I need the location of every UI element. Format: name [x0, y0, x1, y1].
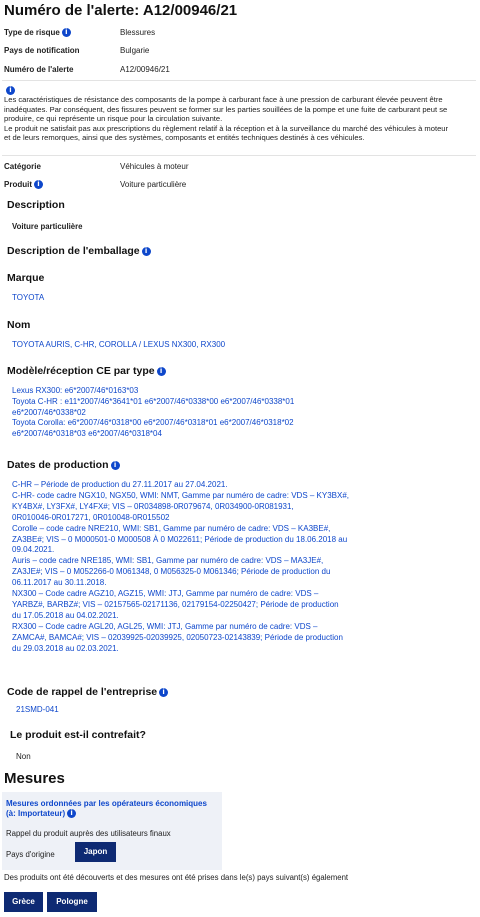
risk-description-line: Le produit ne satisfait pas aux prescriptions du règlement relatif à la réception et à la surveillance du marché des véhicules à moteur	[4, 123, 449, 133]
name-heading: Nom	[7, 319, 31, 331]
found-countries-text: Des produits ont été découverts et des mesures ont été prises dans le(s) pays suivant(s) également	[4, 873, 349, 882]
origin-label: Pays d'origine	[6, 850, 55, 859]
production-line: KY4BX#, LY3FX#, LY4FX#; VIS – 0R034898-0R079674, 0R034900-0R081931,	[12, 501, 294, 511]
type-approval-line: e6*2007/46*0318*03 e6*2007/46*0318*04	[12, 429, 162, 439]
info-icon[interactable]: i	[6, 86, 15, 95]
measures-title: Mesures	[4, 770, 65, 787]
divider	[2, 155, 476, 156]
production-line: du 17.05.2018 au 04.02.2021.	[12, 610, 119, 620]
production-line: YARBZ#, BARBZ#; VIS – 02157565-02171136, 02179154-02250427; Période de production	[12, 599, 339, 609]
summary-value: A12/00946/21	[120, 65, 170, 74]
production-line: RX300 – Code cadre AGL20, AGL25, WMI: JTJ, Gamme par numéro de cadre: VDS –	[12, 621, 318, 631]
page-title: Numéro de l'alerte: A12/00946/21	[4, 2, 238, 19]
summary-key: Pays de notification	[4, 46, 80, 55]
risk-description-line: et de leurs remorques, ainsi que des systèmes, composants et entités techniques destinés à ces véhicules.	[4, 133, 365, 143]
production-line: 06.11.2017 au 30.11.2018.	[12, 578, 107, 588]
info-icon[interactable]: i	[62, 28, 71, 37]
production-line: du 29.03.2018 au 02.03.2021.	[12, 643, 119, 653]
production-line: 0R010046-0R017271, 0R010048-0R015502	[12, 512, 170, 522]
measures-action: Rappel du produit auprès des utilisateurs finaux	[6, 829, 171, 838]
type-approval-line: Toyota C-HR : e11*2007/46*3641*01 e6*2007/46*0338*00 e6*2007/46*0338*01	[12, 396, 295, 406]
country-button-poland[interactable]: Pologne	[47, 892, 97, 912]
production-dates-heading: Dates de production i	[7, 459, 120, 471]
measures-panel-title	[6, 799, 207, 819]
summary-key: Type de risque i	[4, 28, 71, 37]
description-heading: Description	[7, 199, 65, 211]
product-value: Voiture particulière	[120, 180, 187, 189]
counterfeit-heading: Le produit est-il contrefait?	[10, 729, 146, 741]
production-line: Corolle – code cadre NRE210, WMI: SB1, Gamme par numéro de cadre: VDS – KA3BE#,	[12, 523, 331, 533]
type-approval-line: Toyota Corolla: e6*2007/46*0318*00 e6*2007/46*0318*01 e6*2007/46*0318*02	[12, 418, 294, 428]
production-line: ZAMCA#, BAMCA#; VIS – 02039925-02039925, 02050723-02143839; Période de production	[12, 632, 343, 642]
risk-description-line: inadéquates. Par conséquent, des fissures peuvent se former sur les parties souillées de la pompe et une fuite de carburant peut se	[4, 104, 448, 114]
info-icon[interactable]: i	[142, 247, 151, 256]
production-line: C-HR- code cadre NGX10, NGX50, WMI: NMT, Gamme par numéro de cadre: VDS – KY3BX#,	[12, 490, 350, 500]
description-value: Voiture particulière	[12, 222, 83, 231]
brand-heading: Marque	[7, 272, 45, 284]
info-icon[interactable]: i	[34, 180, 43, 189]
counterfeit-value: Non	[16, 752, 31, 761]
production-line: C-HR – Période de production du 27.11.2017 au 27.04.2021.	[12, 480, 228, 489]
type-approval-list	[12, 386, 294, 440]
summary-value: Blessures	[120, 28, 156, 37]
measures-panel-title-line: Mesures ordonnées par les opérateurs économiques	[6, 799, 207, 808]
brand-value: TOYOTA	[12, 293, 45, 302]
info-icon[interactable]: i	[111, 461, 120, 470]
recall-code-value: 21SMD-041	[16, 705, 59, 714]
production-line: ZA3BE#; VIS – 0 M000501-0 M000508 À 0 M022611; Période de production du 18.06.2018 au	[12, 534, 348, 544]
divider	[2, 80, 476, 81]
summary-value: Bulgarie	[120, 46, 150, 55]
production-line: NX300 – Code cadre AGZ10, AGZ15, WMI: JTJ, Gamme par numéro de cadre: VDS –	[12, 589, 319, 599]
type-approval-line: e6*2007/46*0338*02	[12, 407, 86, 417]
packaging-heading: Description de l'emballage i	[7, 245, 151, 257]
risk-description-line: produire, ce qui représente un risque pour la circulation suivante.	[4, 114, 223, 124]
summary-key: Numéro de l'alerte	[4, 65, 74, 74]
production-line: 09.04.2021.	[12, 545, 55, 555]
origin-country-button[interactable]: Japon	[75, 842, 116, 862]
product-key: Produit i	[4, 180, 43, 189]
category-value: Véhicules à moteur	[120, 162, 189, 171]
risk-description	[4, 95, 476, 143]
type-approval-line: Lexus RX300: e6*2007/46*0163*03	[12, 386, 139, 395]
country-button-greece[interactable]: Grèce	[4, 892, 43, 912]
type-approval-heading: Modèle/réception CE par type i	[7, 365, 166, 377]
category-key: Catégorie	[4, 162, 41, 171]
info-icon[interactable]: i	[159, 688, 168, 697]
measures-panel-title-line: (à: Importateur) i	[6, 809, 207, 819]
name-value: TOYOTA AURIS, C-HR, COROLLA / LEXUS NX300, RX300	[12, 340, 226, 349]
production-line: Auris – code cadre NRE185, WMI: SB1, Gamme par numéro de cadre: VDS – MA3JE#,	[12, 556, 324, 566]
production-line: ZA3JE#; VIS – 0 M052266-0 M061348, 0 M056325-0 M061346; Période de production du	[12, 567, 331, 577]
risk-description-line: Les caractéristiques de résistance des composants de la pompe à carburant face à une pression de carburant élevée peuvent être	[4, 95, 443, 104]
production-dates-list	[12, 480, 349, 655]
info-icon[interactable]: i	[67, 809, 76, 818]
recall-code-heading: Code de rappel de l'entreprise i	[7, 686, 168, 698]
info-icon[interactable]: i	[157, 367, 166, 376]
